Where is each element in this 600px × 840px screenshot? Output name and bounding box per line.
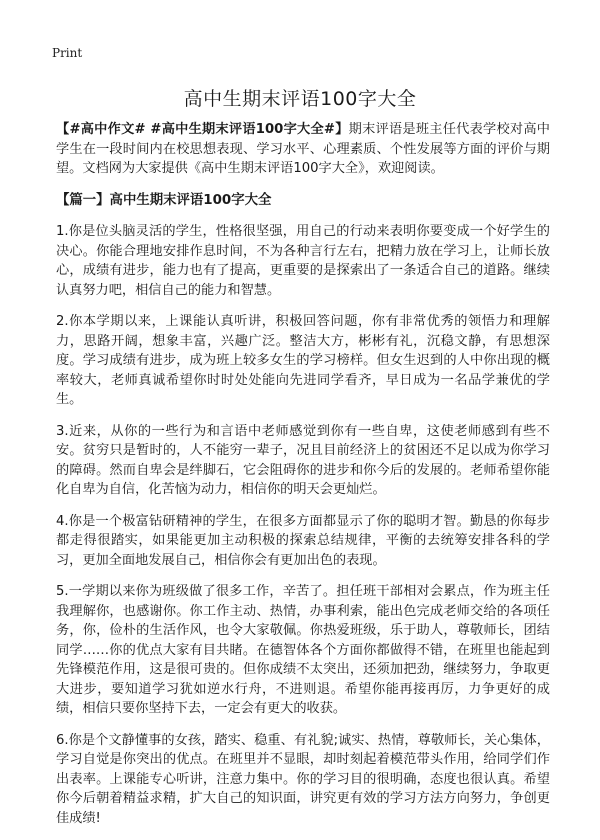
print-link[interactable]: Print xyxy=(52,46,83,60)
comment-paragraph-5: 5.一学期以来你为班级做了很多工作，辛苦了。担任班干部相对会累点，作为班主任我理解你，也感谢你。你工作主动、热情，办事利索，能出色完成老师交给的各项任务，你，俭朴的生活作风，也令大家敬佩。你热爱班级，乐于助人，尊敬师长，团结同学……你的优点大家有目共睹。在德智体各个方面你都做得不错，在班里也能起到先锋模范作用，这是很可贵的。但你成绩不太突出，还须加把劲，继续努力，争取更大进步，要知道学习犹如逆水行舟，不进则退。希望你能再接再厉，力争更好的成绩，相信只要你坚持下去，一定会有更大的收获。 xyxy=(56,584,550,716)
comment-paragraph-2: 2.你本学期以来，上课能认真听讲，积极回答问题，你有非常优秀的领悟力和理解力，思路开阔，想象丰富，兴趣广泛。整洁大方，彬彬有礼，沉稳文静，有思想深度。学习成绩有进步，成为班上较多女生的学习榜样。但女生迟到的人中你出现的概率较大，老师真诚希望你时时处处能向先进同学看齐，早日成为一名品学兼优的学生。 xyxy=(56,314,550,407)
intro-tags: 【#高中作文# #高中生期末评语100字大全#】 xyxy=(56,122,349,137)
page-title: 高中生期末评语100字大全 xyxy=(183,88,417,110)
comment-paragraph-1: 1.你是位头脑灵活的学生，性格很坚强，用自己的行动来表明你要变成一个好学生的决心。你能合理地安排作息时间，不为各种言行左右，把精力放在学习上，让师长放心，成绩有进步，能力也有了提高，更重要的是探索出了一条适合自己的道路。继续认真努力吧，相信自己的能力和智慧。 xyxy=(56,224,550,298)
intro-text: 期末评语是班主任代表学校对高中学生在一段时间内在校思想表现、学习水平、心理素质、个性发展等方面的评价与期望。文档网为大家提供《高中生期末评语100字大全》，欢迎阅读。 xyxy=(56,122,550,176)
section-heading: 【篇一】高中生期末评语100字大全 xyxy=(56,192,272,208)
document-body xyxy=(56,120,550,840)
comment-paragraph-3: 3.近来，从你的一些行为和言语中老师感觉到你有一些自卑，这使老师感到有些不安。贫穷只是暂时的，人不能穷一辈子，况且目前经济上的贫困还不足以成为你学习的障碍。然而自卑会是绊脚石，它会阻碍你的进步和你今后的发展的。老师希望你能化自卑为自信，化苦恼为动力，相信你的明天会更灿烂。 xyxy=(56,423,550,497)
intro-paragraph xyxy=(56,120,550,179)
comment-paragraph-6: 6.你是个文静懂事的女孩，踏实、稳重、有礼貌;诚实、热情，尊敬师长，关心集体，学习自觉是你突出的优点。在班里并不显眼，却时刻起着模范带头作用，给同学们作出表率。上课能专心听讲，注意力集中。你的学习目的很明确，态度也很认真。希望你今后朝着精益求精，扩大自己的知识面，讲究更有效的学习方法方向努力，争创更佳成绩! xyxy=(56,732,550,826)
comment-paragraph-4: 4.你是一个极富钻研精神的学生，在很多方面都显示了你的聪明才智。勤恳的你每步都走得很踏实，如果能更加主动积极的探索总结规律，平衡的去统筹安排各科的学习，更加全面地发展自己，相信你会有更加出色的表现。 xyxy=(56,513,550,568)
